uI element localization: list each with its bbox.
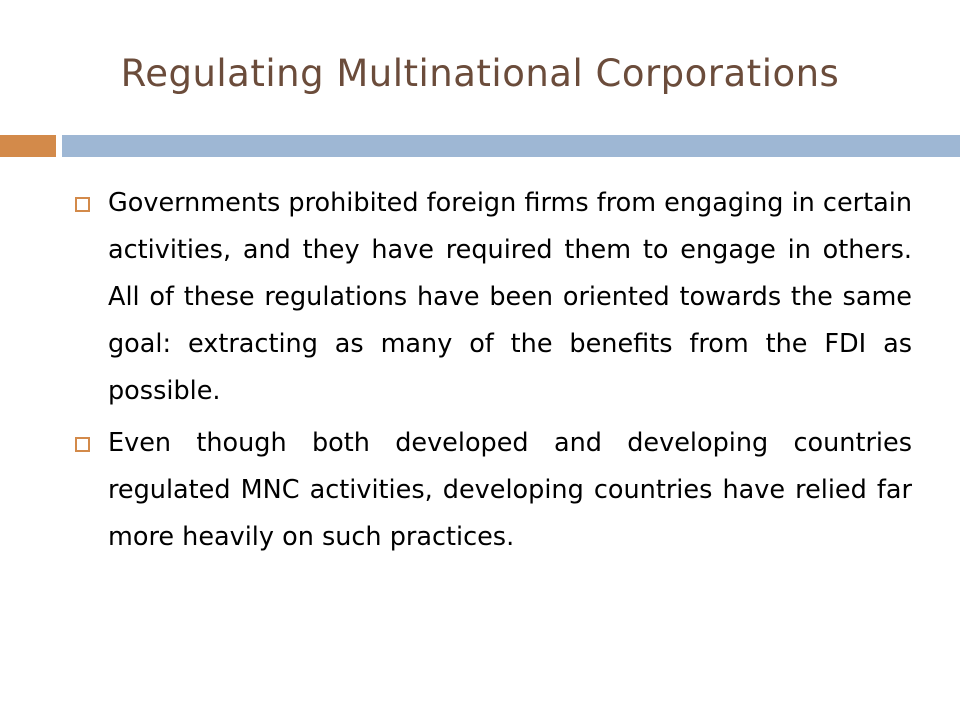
- bullet-text: Governments prohibited foreign firms from engaging in certain activities, and they have required them to engage in others. All of these regulations have been oriented towards the same goal: extracting as many of the benefits from the FDI as possible.: [108, 188, 912, 406]
- bullet-list: [108, 180, 912, 561]
- bullet-item: [108, 420, 912, 561]
- slide-title: Regulating Multinational Corporations: [120, 52, 840, 95]
- hollow-square-bullet-icon: [75, 197, 90, 212]
- title-rule-bar: [62, 135, 960, 157]
- bullet-text: Even though both developed and developing countries regulated MNC activities, developing countries have relied far more heavily on such practices.: [108, 428, 912, 552]
- title-rule-accent: [0, 135, 56, 157]
- bullet-item: [108, 180, 912, 415]
- hollow-square-bullet-icon: [75, 437, 90, 452]
